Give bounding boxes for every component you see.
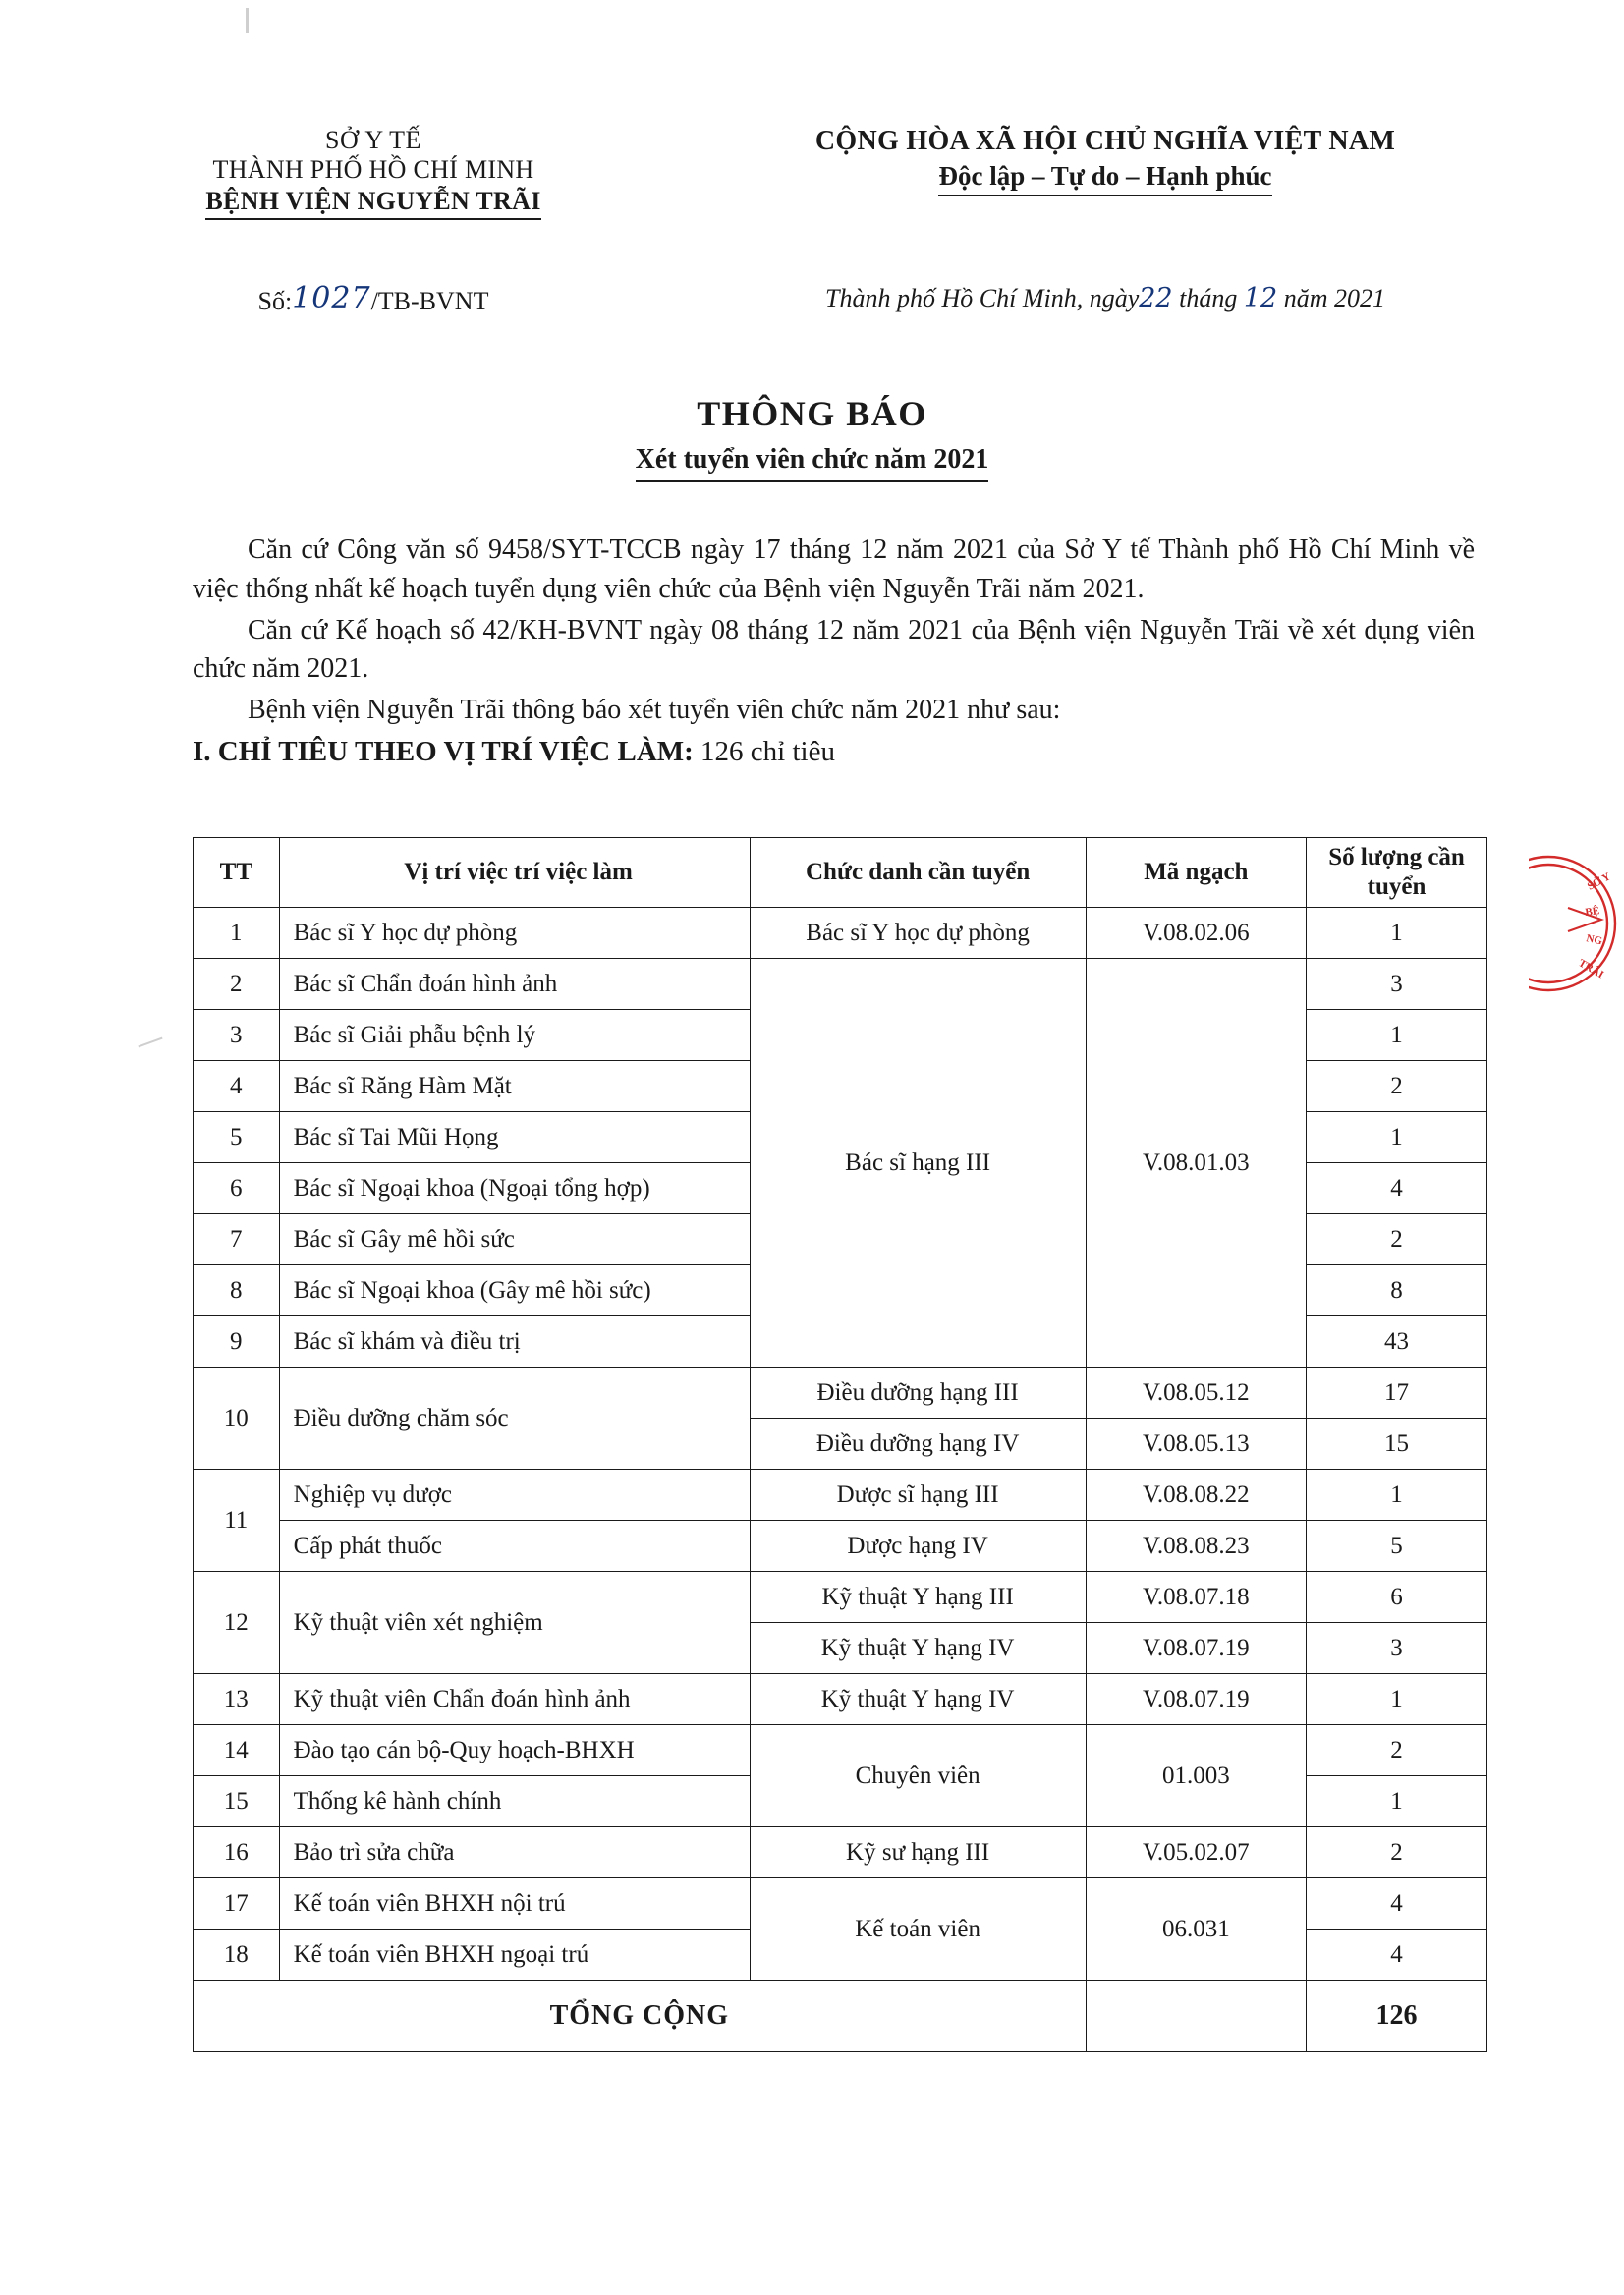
- cell-position: Cấp phát thuốc: [279, 1521, 750, 1572]
- cell-quantity: 2: [1307, 1061, 1487, 1112]
- authority-line-2: THÀNH PHỐ HỒ CHÍ MINH: [212, 155, 534, 184]
- cell-job-title: Bác sĩ Y học dự phòng: [750, 908, 1086, 959]
- table-row: [194, 1470, 1487, 1521]
- cell-position: Nghiệp vụ dược: [279, 1470, 750, 1521]
- cell-quantity: 5: [1307, 1521, 1487, 1572]
- cell-quantity: 2: [1307, 1725, 1487, 1776]
- table-row: [194, 1572, 1487, 1623]
- document-number-line: [0, 283, 1624, 317]
- page-subtitle: Xét tuyển viên chức năm 2021: [636, 444, 989, 482]
- cell-position: Bác sĩ khám và điều trị: [279, 1316, 750, 1368]
- authority-line-1: SỞ Y TẾ: [325, 126, 421, 154]
- col-header-position: Vị trí việc trí việc làm: [279, 838, 750, 908]
- cell-quantity: 1: [1307, 1470, 1487, 1521]
- cell-position: Kỹ thuật viên xét nghiệm: [279, 1572, 750, 1674]
- cell-tt: 17: [194, 1878, 280, 1930]
- national-motto: Độc lập – Tự do – Hạnh phúc: [938, 161, 1271, 196]
- place-date-prefix: Thành phố Hồ Chí Minh, ngày: [825, 284, 1140, 312]
- cell-quantity: 15: [1307, 1419, 1487, 1470]
- section-heading-1: [193, 732, 1475, 772]
- table-row: [194, 1674, 1487, 1725]
- date-day: 22: [1139, 283, 1173, 313]
- col-header-quantity: Số lượng cần tuyển: [1307, 838, 1487, 908]
- document-number: [0, 283, 688, 317]
- cell-job-title: Dược sĩ hạng III: [750, 1470, 1086, 1521]
- cell-tt: 1: [194, 908, 280, 959]
- cell-quantity: 4: [1307, 1878, 1487, 1930]
- cell-job-title: Bác sĩ hạng III: [750, 959, 1086, 1368]
- authority-line-3: BỆNH VIỆN NGUYỄN TRÃI: [205, 187, 540, 220]
- cell-job-title: Kế toán viên: [750, 1878, 1086, 1981]
- cell-quantity: 1: [1307, 1776, 1487, 1827]
- scan-mark: [246, 8, 249, 33]
- cell-position: Bác sĩ Ngoại khoa (Gây mê hồi sức): [279, 1265, 750, 1316]
- table-row: [194, 1878, 1487, 1930]
- table-row: [194, 959, 1487, 1010]
- cell-quantity: 4: [1307, 1930, 1487, 1981]
- total-label: TỔNG CỘNG: [194, 1981, 1087, 2052]
- cell-position: Bác sĩ Chẩn đoán hình ảnh: [279, 959, 750, 1010]
- date-month-prefix: tháng: [1179, 284, 1238, 312]
- cell-job-title: Kỹ thuật Y hạng IV: [750, 1623, 1086, 1674]
- cell-tt: 14: [194, 1725, 280, 1776]
- cell-code: V.08.07.19: [1086, 1623, 1306, 1674]
- cell-quantity: 8: [1307, 1265, 1487, 1316]
- cell-quantity: 1: [1307, 1674, 1487, 1725]
- cell-position: Bác sĩ Răng Hàm Mặt: [279, 1061, 750, 1112]
- quota-table: [193, 837, 1487, 2052]
- table-row: [194, 1725, 1487, 1776]
- table-row: [194, 1827, 1487, 1878]
- cell-position: Thống kê hành chính: [279, 1776, 750, 1827]
- date-year-text: năm 2021: [1283, 284, 1385, 312]
- document-number-suffix: /TB-BVNT: [370, 287, 489, 315]
- cell-tt: 13: [194, 1674, 280, 1725]
- cell-code: V.08.08.22: [1086, 1470, 1306, 1521]
- cell-tt: 11: [194, 1470, 280, 1572]
- issuing-authority: [0, 126, 688, 220]
- cell-position: Điều dưỡng chăm sóc: [279, 1368, 750, 1470]
- cell-tt: 4: [194, 1061, 280, 1112]
- cell-tt: 18: [194, 1930, 280, 1981]
- svg-text:NG: NG: [1585, 932, 1604, 948]
- document-number-prefix: Số:: [257, 287, 293, 315]
- cell-position: Kỹ thuật viên Chẩn đoán hình ảnh: [279, 1674, 750, 1725]
- cell-quantity: 1: [1307, 1010, 1487, 1061]
- cell-tt: 8: [194, 1265, 280, 1316]
- cell-quantity: 3: [1307, 959, 1487, 1010]
- cell-tt: 10: [194, 1368, 280, 1470]
- cell-quantity: 17: [1307, 1368, 1487, 1419]
- cell-job-title: Dược hạng IV: [750, 1521, 1086, 1572]
- document-body: [193, 531, 1475, 774]
- table-row: [194, 1521, 1487, 1572]
- cell-position: Bác sĩ Tai Mũi Họng: [279, 1112, 750, 1163]
- paragraph-3: Bệnh viện Nguyễn Trãi thông báo xét tuyển viên chức năm 2021 như sau:: [248, 695, 1061, 725]
- cell-quantity: 1: [1307, 1112, 1487, 1163]
- col-header-code: Mã ngạch: [1086, 838, 1306, 908]
- cell-code: V.08.08.23: [1086, 1521, 1306, 1572]
- cell-tt: 15: [194, 1776, 280, 1827]
- cell-code: V.05.02.07: [1086, 1827, 1306, 1878]
- svg-text:BỆ: BỆ: [1584, 905, 1600, 919]
- cell-job-title: Kỹ thuật Y hạng III: [750, 1572, 1086, 1623]
- cell-position: Bác sĩ Ngoại khoa (Ngoại tổng hợp): [279, 1163, 750, 1214]
- cell-code: 01.003: [1086, 1725, 1306, 1827]
- cell-position: Kế toán viên BHXH nội trú: [279, 1878, 750, 1930]
- cell-code: V.08.01.03: [1086, 959, 1306, 1368]
- svg-text:TRÃI: TRÃI: [1576, 957, 1606, 981]
- cell-job-title: Chuyên viên: [750, 1725, 1086, 1827]
- cell-quantity: 3: [1307, 1623, 1487, 1674]
- table-row: [194, 908, 1487, 959]
- cell-quantity: 2: [1307, 1827, 1487, 1878]
- cell-job-title: Kỹ sư hạng III: [750, 1827, 1086, 1878]
- table-total-row: [194, 1981, 1487, 2052]
- cell-quantity: 1: [1307, 908, 1487, 959]
- cell-tt: 6: [194, 1163, 280, 1214]
- official-seal: [1529, 851, 1624, 996]
- section-heading-label: I. CHỈ TIÊU THEO VỊ TRÍ VIỆC LÀM:: [193, 735, 694, 767]
- cell-quantity: 6: [1307, 1572, 1487, 1623]
- cell-tt: 2: [194, 959, 280, 1010]
- date-month: 12: [1243, 283, 1278, 313]
- svg-text:SỞ Y: SỞ Y: [1585, 870, 1613, 893]
- cell-code: V.08.07.19: [1086, 1674, 1306, 1725]
- col-header-tt: TT: [194, 838, 280, 908]
- cell-position: Bác sĩ Gây mê hồi sức: [279, 1214, 750, 1265]
- cell-position: Đào tạo cán bộ-Quy hoạch-BHXH: [279, 1725, 750, 1776]
- place-and-date: [688, 283, 1523, 317]
- col-header-job-title: Chức danh cần tuyển: [750, 838, 1086, 908]
- cell-quantity: 2: [1307, 1214, 1487, 1265]
- paragraph-1: Căn cứ Công văn số 9458/SYT-TCCB ngày 17 tháng 12 năm 2021 của Sở Y tế Thành phố Hồ Chí Minh về việc thống nhất kế hoạch tuyển dụng viên chức của Bệnh viện Nguyễn Trãi năm 2021.: [193, 534, 1475, 604]
- cell-tt: 16: [194, 1827, 280, 1878]
- cell-tt: 5: [194, 1112, 280, 1163]
- cell-tt: 7: [194, 1214, 280, 1265]
- cell-code: V.08.05.13: [1086, 1419, 1306, 1470]
- section-heading-value: 126 chỉ tiêu: [700, 735, 835, 767]
- cell-position: Bảo trì sửa chữa: [279, 1827, 750, 1878]
- scan-mark: [138, 1037, 162, 1048]
- cell-code: V.08.02.06: [1086, 908, 1306, 959]
- total-quantity: 126: [1307, 1981, 1487, 2052]
- table-row: [194, 1368, 1487, 1419]
- cell-code: V.08.07.18: [1086, 1572, 1306, 1623]
- cell-position: Kế toán viên BHXH ngoại trú: [279, 1930, 750, 1981]
- total-empty-cell: [1086, 1981, 1306, 2052]
- table-header-row: [194, 838, 1487, 908]
- cell-code: V.08.05.12: [1086, 1368, 1306, 1419]
- national-heading: [688, 126, 1523, 196]
- cell-quantity: 4: [1307, 1163, 1487, 1214]
- country-name: CỘNG HÒA XÃ HỘI CHỦ NGHĨA VIỆT NAM: [814, 126, 1396, 156]
- cell-tt: 3: [194, 1010, 280, 1061]
- cell-quantity: 43: [1307, 1316, 1487, 1368]
- title-block: [0, 393, 1624, 482]
- paragraph-2: Căn cứ Kế hoạch số 42/KH-BVNT ngày 08 tháng 12 năm 2021 của Bệnh viện Nguyễn Trãi về xét dụng viên chức năm 2021.: [193, 614, 1475, 685]
- cell-job-title: Kỹ thuật Y hạng IV: [750, 1674, 1086, 1725]
- cell-job-title: Điều dưỡng hạng III: [750, 1368, 1086, 1419]
- cell-position: Bác sĩ Giải phẫu bệnh lý: [279, 1010, 750, 1061]
- quota-table-wrap: [193, 837, 1487, 2052]
- cell-position: Bác sĩ Y học dự phòng: [279, 908, 750, 959]
- document-number-handwritten: 1027: [292, 281, 371, 315]
- cell-tt: 12: [194, 1572, 280, 1674]
- cell-tt: 9: [194, 1316, 280, 1368]
- page-title: THÔNG BÁO: [697, 394, 927, 433]
- cell-job-title: Điều dưỡng hạng IV: [750, 1419, 1086, 1470]
- document-header: [0, 126, 1624, 220]
- cell-code: 06.031: [1086, 1878, 1306, 1981]
